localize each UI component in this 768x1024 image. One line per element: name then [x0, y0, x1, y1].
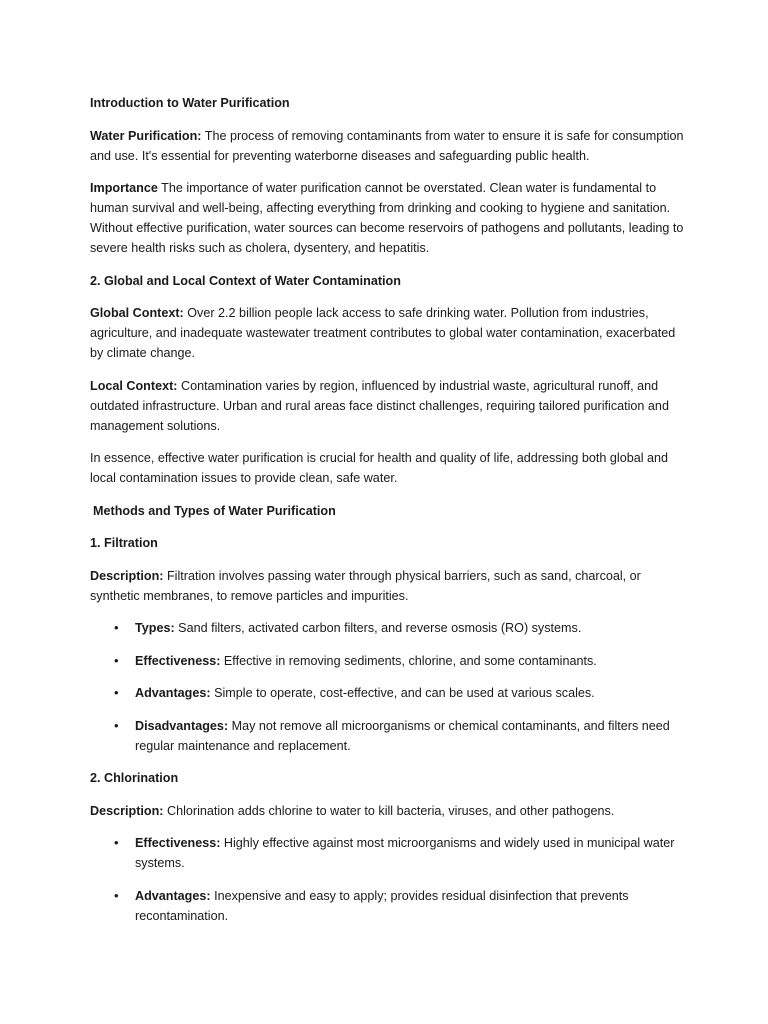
bullet-icon: • — [114, 717, 119, 733]
term-label: Importance — [90, 181, 158, 195]
filtration-bullet-list — [90, 618, 690, 756]
term-label: Disadvantages: — [135, 718, 229, 733]
paragraph-text: Chlorination adds chlorine to water to kill bacteria, viruses, and other pathogens. — [163, 803, 615, 818]
paragraph-importance — [90, 178, 690, 258]
paragraph-water-purification — [90, 126, 690, 166]
list-item-text: Inexpensive and easy to apply; provides residual disinfection that prevents recontamination. — [135, 888, 629, 923]
document-title: Introduction to Water Purification — [90, 96, 290, 110]
list-item-text: Highly effective against most microorganisms and widely used in municipal water systems. — [135, 836, 675, 870]
paragraph-global-context — [90, 303, 690, 363]
term-label: Advantages: — [135, 888, 211, 903]
term-label: Description: — [90, 803, 164, 818]
term-label: Effectiveness: — [135, 836, 221, 850]
list-item — [90, 683, 690, 703]
bullet-icon: • — [114, 652, 119, 668]
list-item-text: Effective in removing sediments, chlorine, and some contaminants. — [220, 653, 597, 668]
list-item-text: May not remove all microorganisms or chemical contaminants, and filters need regular maintenance and replacement. — [135, 718, 670, 753]
paragraph-chlorination-description — [90, 801, 690, 821]
paragraph-essence: In essence, effective water purification is crucial for health and quality of life, addressing both global and local contamination issues to provide clean, safe water. — [90, 451, 669, 485]
paragraph-text: Over 2.2 billion people lack access to safe drinking water. Pollution from industries, agriculture, and inadequate wastewater treatment contributes to global water contamination, exacerbated by climate change. — [90, 306, 676, 360]
document-page — [90, 93, 690, 938]
list-item — [90, 886, 690, 926]
list-item — [90, 651, 690, 671]
term-label: Water Purification: — [90, 128, 202, 143]
list-item-text: Simple to operate, cost-effective, and can be used at various scales. — [210, 686, 595, 700]
paragraph-text: Contamination varies by region, influenced by industrial waste, agricultural runoff, and outdated infrastructure. Urban and rural areas face distinct challenges, requiring tailored purification and management solutions. — [90, 378, 669, 433]
section-heading-context: 2. Global and Local Context of Water Contamination — [90, 273, 401, 288]
term-label: Advantages: — [135, 686, 211, 700]
subsection-heading-filtration: 1. Filtration — [90, 536, 158, 550]
term-label: Effectiveness: — [135, 653, 221, 668]
paragraph-text: Filtration involves passing water through physical barriers, such as sand, charcoal, or synthetic membranes, to remove particles and impurities. — [90, 568, 641, 603]
list-item — [90, 618, 690, 638]
bullet-icon: • — [114, 835, 119, 850]
paragraph-local-context — [90, 376, 690, 436]
term-label: Types: — [135, 621, 175, 635]
term-label: Global Context: — [90, 306, 184, 320]
bullet-icon: • — [114, 887, 119, 903]
section-heading-methods: Methods and Types of Water Purification — [93, 503, 336, 518]
bullet-icon: • — [114, 620, 119, 635]
list-item — [90, 833, 690, 873]
chlorination-bullet-list — [90, 833, 690, 926]
paragraph-text: The process of removing contaminants from water to ensure it is safe for consumption and use. It's essential for preventing waterborne diseases and safeguarding public health. — [90, 128, 684, 163]
list-item — [90, 716, 690, 756]
bullet-icon: • — [114, 685, 119, 700]
paragraph-text: The importance of water purification cannot be overstated. Clean water is fundamental to human survival and well-being, affecting everything from drinking and cooking to hygiene and sanitation. Without effective purification, water sources can become reservoirs of pathogens and pollutants, leading to severe health risks such as cholera, dysentery, and hepatitis. — [90, 181, 684, 255]
term-label: Local Context: — [90, 378, 178, 393]
term-label: Description: — [90, 568, 164, 583]
subsection-heading-chlorination: 2. Chlorination — [90, 771, 179, 785]
paragraph-filtration-description — [90, 566, 690, 606]
list-item-text: Sand filters, activated carbon filters, and reverse osmosis (RO) systems. — [174, 621, 582, 635]
